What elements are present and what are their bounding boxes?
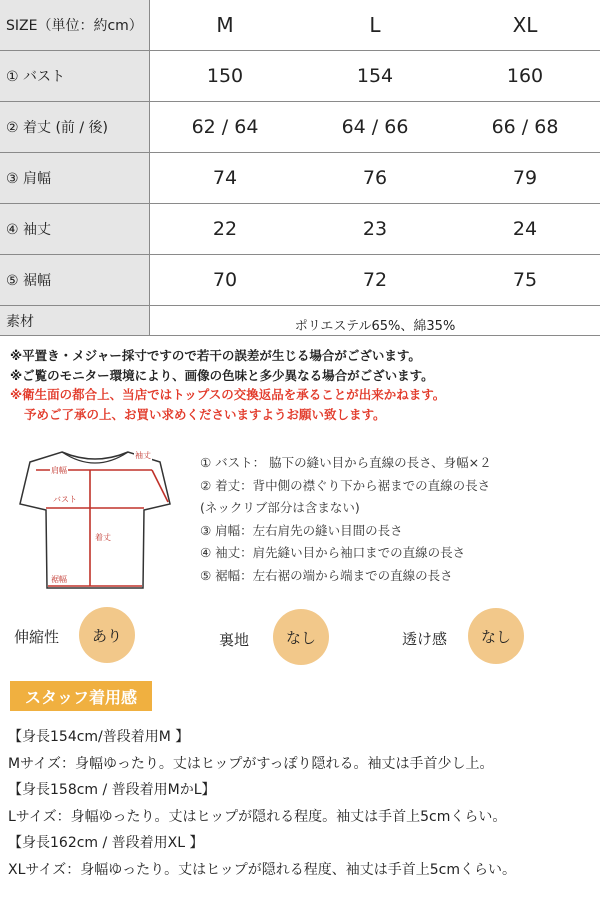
cell-value: 70 bbox=[212, 269, 238, 291]
cell-value: 76 bbox=[362, 167, 388, 189]
cell-value: 79 bbox=[512, 167, 538, 189]
attr-label-lining: 裏地 bbox=[219, 631, 250, 649]
cell-value: 64 / 66 bbox=[341, 116, 409, 138]
staff-entry-text: XLサイズ：身幅ゆったり。丈はヒップが隠れる程度、袖丈は手首上5cmくらい。 bbox=[8, 861, 516, 878]
list-item: ④ 袖丈：肩先縫い目から袖口までの直線の長さ bbox=[200, 545, 466, 560]
material-row bbox=[0, 306, 600, 336]
list-item: ③ 肩幅：左右肩先の縫い目間の長さ bbox=[200, 522, 403, 538]
cell-value: 74 bbox=[212, 167, 238, 189]
cell-value: 72 bbox=[362, 269, 388, 291]
cell-value: 24 bbox=[512, 218, 538, 240]
list-item: ⑤ 裾幅：左右裾の端から端までの直線の長さ bbox=[200, 567, 453, 583]
cell-value: 154 bbox=[356, 65, 394, 87]
table-row bbox=[0, 102, 600, 153]
diagram-label-shoulder: 肩幅 bbox=[51, 466, 67, 475]
list-item: ① バスト： 脇下の縫い目から直線の長さ、身幅×２ bbox=[200, 455, 492, 470]
size-header-label: SIZE（単位：約cm） bbox=[0, 0, 150, 50]
cell-value: 23 bbox=[362, 218, 388, 240]
list-item: (ネックリブ部分は含まない) bbox=[200, 500, 360, 515]
row-label-shoulder: ③ 肩幅 bbox=[0, 153, 150, 203]
attr-badge-sheer: なし bbox=[468, 608, 524, 664]
cell-value: 62 / 64 bbox=[191, 116, 259, 138]
diagram-label-sleeve: 袖丈 bbox=[135, 451, 151, 460]
row-label-sleeve: ④ 袖丈 bbox=[0, 204, 150, 254]
row-label-bust: ① バスト bbox=[0, 51, 150, 101]
staff-entry-header: 【身長162cm / 普段着用XL 】 bbox=[8, 835, 204, 851]
list-item: ② 着丈：背中側の襟ぐり下から裾までの直線の長さ bbox=[200, 477, 491, 493]
attr-badge-stretch: あり bbox=[79, 607, 135, 663]
tshirt-icon bbox=[10, 446, 180, 592]
attr-badge-lining: なし bbox=[273, 609, 329, 665]
attr-label-sheer: 透け感 bbox=[402, 630, 448, 648]
notes bbox=[10, 346, 595, 424]
cell-value: 22 bbox=[212, 218, 238, 240]
staff-entry-header: 【身長158cm / 普段着用MかL】 bbox=[8, 782, 216, 798]
diagram-label-bust: バスト bbox=[53, 495, 77, 504]
table-row bbox=[0, 204, 600, 255]
note-line: ※ご覧のモニター環境により、画像の色味と多少異なる場合がございます。 bbox=[10, 367, 434, 383]
cell-value: 150 bbox=[206, 65, 244, 87]
material-label: 素材 bbox=[0, 306, 150, 335]
attr-label-stretch: 伸縮性 bbox=[14, 628, 60, 646]
table-row bbox=[0, 153, 600, 204]
note-line-warning: ※衛生面の都合上、当店ではトップスの交換返品を承ることが出来かねます。 bbox=[10, 387, 446, 402]
size-header-row bbox=[0, 0, 600, 51]
measurement-list bbox=[200, 452, 595, 587]
note-line-warning: 予めご了承の上、お買い求めくださいますようお願い致します。 bbox=[24, 406, 386, 422]
cell-value: 66 / 68 bbox=[491, 116, 559, 138]
size-col-xl: XL bbox=[512, 13, 538, 37]
material-value: ポリエステル65%、綿35% bbox=[294, 319, 456, 334]
size-col-m: M bbox=[216, 13, 234, 37]
row-label-length: ② 着丈 (前 / 後) bbox=[0, 102, 150, 152]
note-line: ※平置き・メジャー採寸ですので若干の誤差が生じる場合がございます。 bbox=[10, 348, 421, 363]
staff-entry-text: Mサイズ：身幅ゆったり。丈はヒップがすっぽり隠れる。袖丈は手首少し上。 bbox=[8, 755, 494, 772]
cell-value: 160 bbox=[506, 65, 544, 87]
size-table bbox=[0, 0, 600, 336]
staff-comments bbox=[8, 724, 598, 883]
table-row bbox=[0, 51, 600, 102]
size-col-l: L bbox=[369, 13, 381, 37]
table-row bbox=[0, 255, 600, 306]
diagram-label-hem: 裾幅 bbox=[51, 575, 67, 584]
staff-entry-text: Lサイズ：身幅ゆったり。丈はヒップが隠れる程度。袖丈は手首上5cmくらい。 bbox=[8, 808, 507, 825]
cell-value: 75 bbox=[512, 269, 538, 291]
staff-entry-header: 【身長154cm/普段着用M 】 bbox=[8, 729, 190, 745]
staff-section-title: スタッフ着用感 bbox=[10, 681, 152, 711]
garment-diagram bbox=[10, 446, 180, 592]
diagram-label-length: 着丈 bbox=[95, 533, 111, 542]
row-label-hem: ⑤ 裾幅 bbox=[0, 255, 150, 305]
